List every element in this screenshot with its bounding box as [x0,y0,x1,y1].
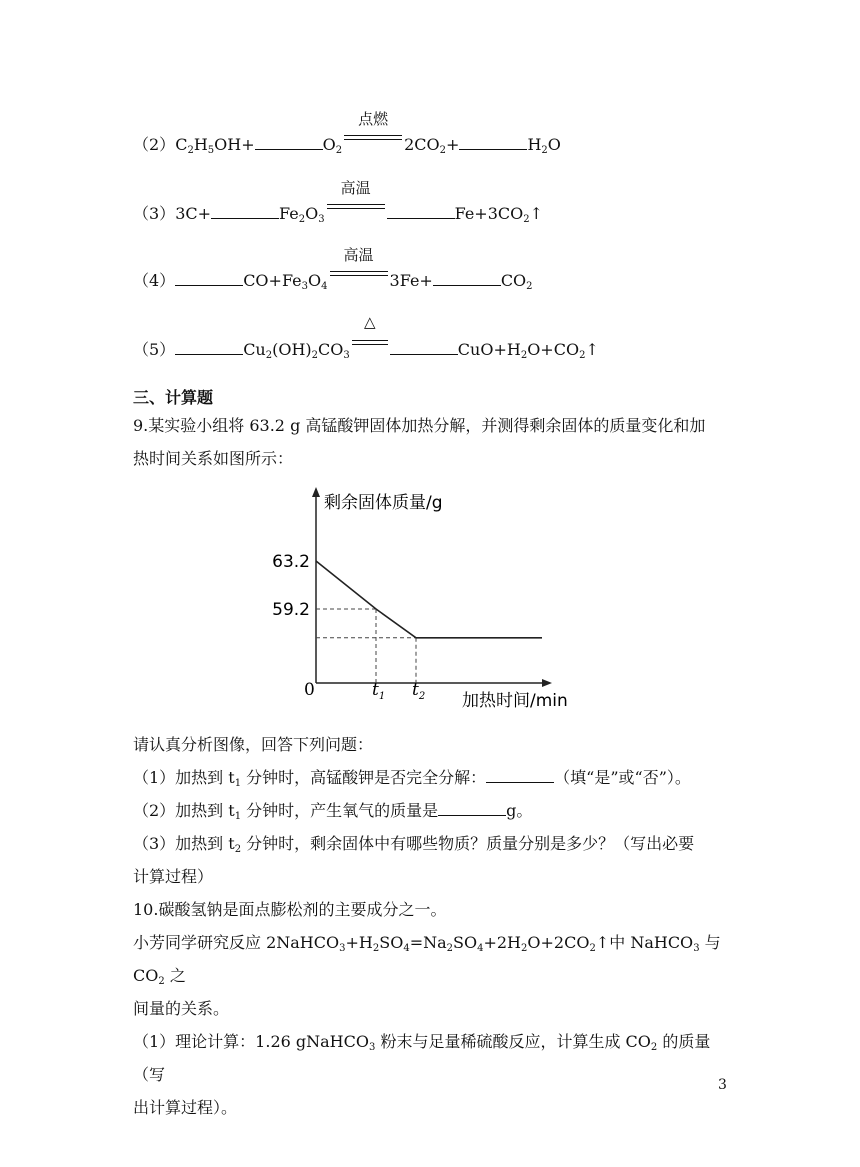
text: SO [453,933,478,952]
eq-text: O [547,135,561,154]
equation-3 [133,179,544,225]
eq-text: CO [318,340,344,359]
eq-sub: 3 [318,214,325,225]
subscript: 3 [339,943,346,954]
subscript: 2 [650,1042,658,1053]
text: 分钟时，剩余固体中有哪些物质？质量分别是多少？（写出必要 [241,834,695,853]
q9-subquestions [133,728,733,893]
text: +2H [483,933,522,952]
eq-sub: 2 [520,350,528,361]
condition-text: 点燃 [358,110,389,128]
text: g。 [506,801,533,820]
text: O+2CO [527,933,590,952]
q9-line-1: 9.某实验小组将 63.2 g 高锰酸钾固体加热分解，并测得剩余固体的质量变化和加 [133,416,706,435]
subscript: 1 [234,778,242,789]
eq-text: CuO+H [457,340,521,359]
subscript: 2 [158,976,165,987]
text: （1）加热到 t [133,768,235,787]
eq-sub: 2 [541,145,548,156]
condition-text: 高温 [343,246,374,264]
answer-blank[interactable] [486,768,554,783]
text: 之 [164,966,186,985]
eq-text: CO+Fe [243,271,302,290]
eq-text: (OH) [272,340,312,359]
eq-text: O [322,135,336,154]
eq-text: Fe+3CO [454,204,524,223]
q9-line-2: 热时间关系如图所示： [133,449,294,468]
question-10 [133,893,733,1124]
gas-arrow: ↑ [529,204,544,223]
q9-sub-2 [133,794,733,827]
eq-sub: 2 [526,281,533,292]
y-axis-arrow [312,487,320,497]
eq-text: 2CO [404,135,440,154]
text: SO [379,933,404,952]
eq-text: O [305,204,319,223]
gas-arrow: ↑ [585,340,599,359]
text: 小芳同学研究反应 2NaHCO [133,933,340,952]
eq-text: Cu [243,340,266,359]
answer-blank[interactable] [390,340,458,355]
subscript: 2 [521,943,528,954]
reaction-condition [328,246,390,286]
q10-line-5: 出计算过程）。 [133,1098,238,1117]
x-tick-label: $t_1$ [372,680,386,702]
eq-text: Fe [279,204,299,223]
answer-blank[interactable] [387,204,455,219]
question-9 [133,409,733,475]
text: （2）加热到 t [133,801,235,820]
eq-sub: 2 [439,145,447,156]
equation-5 [133,313,599,361]
eq-sub: 2 [298,214,306,225]
eq-label: （5） [133,340,176,359]
text: +H [345,933,373,952]
section-title: 三、计算题 [133,388,214,407]
text: 的质量（写 [133,1032,711,1084]
x-tick-label: 0 [304,680,315,700]
mass-time-chart [262,483,582,713]
subscript: 3 [693,943,700,954]
eq-text: H [527,135,542,154]
eq-label: （4） [133,271,176,290]
x-axis-label: 加热时间/min [462,691,568,711]
text: 粉末与足量稀硫酸反应，计算生成 CO [375,1032,651,1051]
reaction-condition [325,179,387,219]
text: 与 CO [133,933,721,985]
eq-sub: 3 [343,350,350,361]
answer-blank[interactable] [175,271,243,286]
y-axis-label: 剩余固体质量/g [324,493,443,513]
eq-label: （2） [133,135,176,154]
text: （3）加热到 t [133,834,235,853]
eq-label: （3） [133,204,176,223]
subscript: 4 [403,943,410,954]
reaction-condition [350,313,390,355]
eq-sub: 2 [311,350,319,361]
eq-sub: 2 [335,145,343,156]
answer-blank[interactable] [438,801,506,816]
eq-sub: 2 [579,350,586,361]
eq-sub: 2 [265,350,273,361]
text: （1）理论计算：1.26 gNaHCO [133,1032,369,1051]
reaction-condition [342,110,404,150]
eq-text: CO [500,271,527,290]
x-axis-arrow [542,679,552,687]
eq-sub: 2 [187,145,194,156]
q10-line-2 [133,926,733,992]
eq-text: + [446,135,460,154]
q9-sub-3-line-2: 计算过程） [133,867,214,886]
eq-text: H [193,135,208,154]
eq-text: 3Fe+ [389,271,433,290]
subscript: 3 [369,1042,376,1053]
y-tick-label: 63.2 [272,552,310,572]
eq-text: 3C+ [175,204,212,223]
eq-text: O+CO [527,340,580,359]
eq-text: C [175,135,188,154]
text: ↑中 NaHCO [595,933,694,952]
condition-text: △ [364,313,376,331]
subscript: 2 [234,844,242,855]
eq-sub: 2 [523,214,530,225]
subscript: 2 [372,943,380,954]
eq-sub: 5 [207,145,215,156]
eq-text: OH+ [214,135,255,154]
eq-sub: 4 [321,281,328,292]
text: 分钟时，高锰酸钾是否完全分解： [241,768,487,787]
eq-sub: 3 [301,281,309,292]
q10-line-4 [133,1025,733,1091]
text: 分钟时，产生氧气的质量是 [241,801,439,820]
q9-sub-1 [133,761,733,794]
q10-line-1: 10.碳酸氢钠是面点膨松剂的主要成分之一。 [133,900,447,919]
answer-blank[interactable] [433,271,501,286]
y-tick-label: 59.2 [272,600,310,620]
x-tick-label: $t_2$ [412,680,426,702]
q9-sub-3 [133,827,733,860]
page-number: 3 [718,1077,727,1093]
text: =Na [409,933,447,952]
subscript: 2 [446,943,454,954]
subscript: 2 [589,943,596,954]
equation-2 [133,110,561,156]
subscript: 4 [477,943,484,954]
mass-series-line [316,561,542,638]
q9-intro: 请认真分析图像，回答下列问题： [133,735,374,754]
eq-text: O [308,271,322,290]
condition-text: 高温 [340,179,371,197]
q10-line-3: 间量的关系。 [133,999,230,1018]
answer-blank[interactable] [175,340,243,355]
answer-blank[interactable] [459,135,527,150]
answer-blank[interactable] [211,204,279,219]
subscript: 1 [234,811,242,822]
answer-blank[interactable] [255,135,323,150]
text: （填“是”或“否”）。 [554,768,691,787]
equation-4 [133,246,533,292]
